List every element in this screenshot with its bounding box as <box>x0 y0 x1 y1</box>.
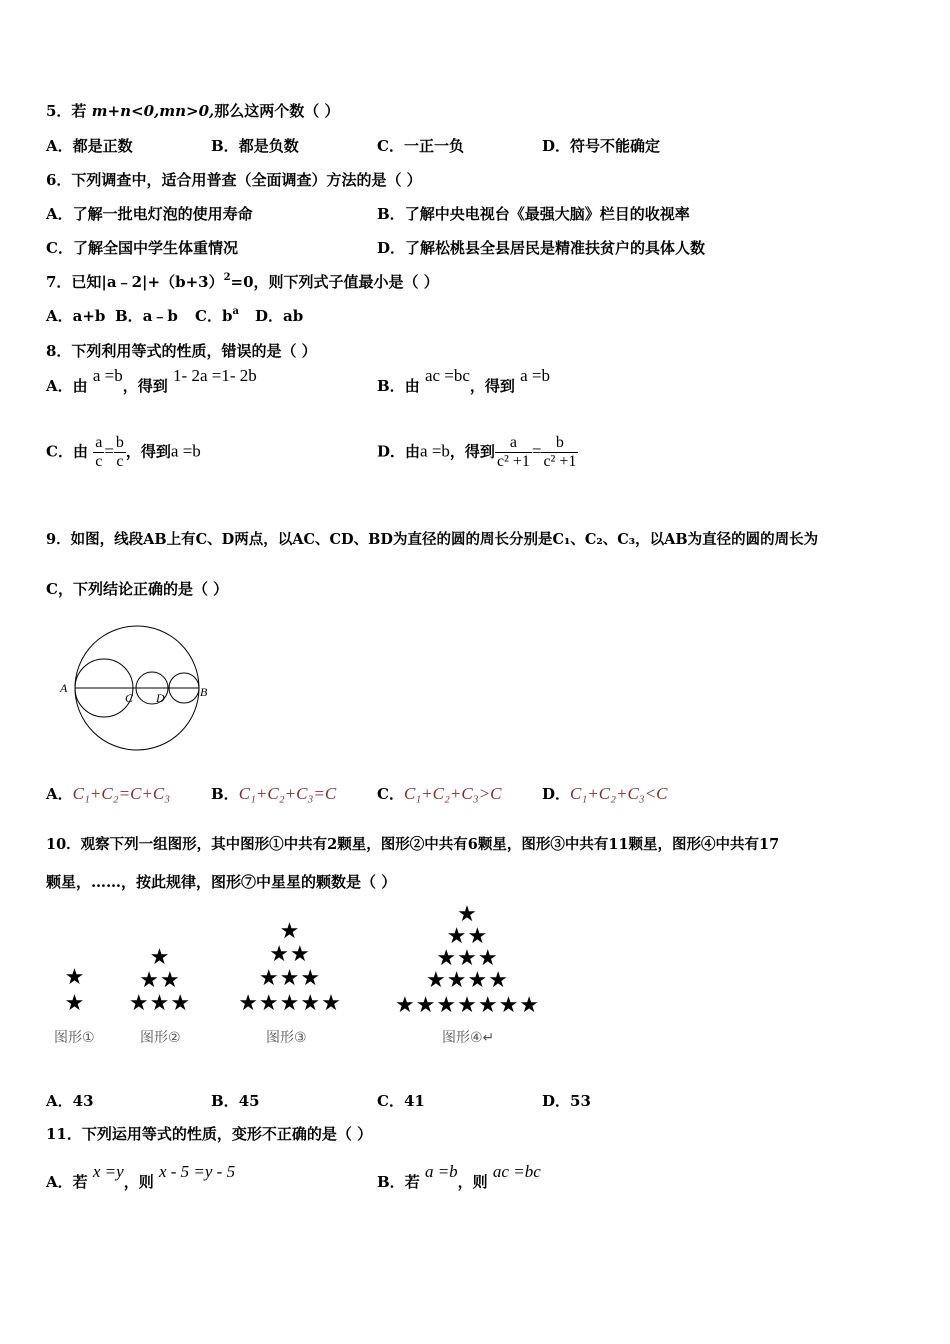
q5-option-c[interactable] <box>377 136 464 156</box>
q8c-result: a =b <box>170 441 201 461</box>
q10-option-a[interactable] <box>46 1091 94 1111</box>
point-a-label: A <box>60 681 68 695</box>
option-text: 一正一负 <box>403 137 464 155</box>
option-label: A． <box>46 205 73 223</box>
word-get: ，得到 <box>125 442 171 461</box>
denominator: c² +1 <box>543 453 577 470</box>
option-text: 53 <box>570 1092 591 1110</box>
word-then: ，则 <box>123 1173 154 1191</box>
option-text: C₁+C₂+C₃=C <box>238 784 337 803</box>
q8-option-d[interactable] <box>377 434 578 471</box>
word-if: 若 <box>72 1173 88 1191</box>
q7-stem-prefix: 7．已知|a﹣2|+（b+3） <box>46 273 224 291</box>
star-row: ★ <box>149 945 171 970</box>
q9-option-b[interactable] <box>211 784 336 804</box>
option-text: 了解一批电灯泡的使用寿命 <box>72 205 253 223</box>
option-label: A． <box>46 785 73 803</box>
star-row: ★ <box>64 991 86 1016</box>
option-text: 了解中央电视台《最强大脑》栏目的收视率 <box>404 205 690 223</box>
star-row: ★★★★ <box>426 968 509 993</box>
q7-stem-suffix: =0，则下列式子值最小是（ ） <box>230 273 439 291</box>
q8-option-b[interactable] <box>377 366 551 396</box>
denominator: c² +1 <box>496 453 530 470</box>
option-label: A． <box>46 137 73 155</box>
q6-option-d[interactable] <box>377 238 705 258</box>
option-label: D． <box>255 307 284 325</box>
option-text: 符号不能确定 <box>570 137 661 155</box>
word-if: 若 <box>404 1173 420 1191</box>
option-label: B． <box>377 377 405 395</box>
star-row: ★ <box>279 919 301 944</box>
q6-stem: 6．下列调查中，适合用普查（全面调查）方法的是（ ） <box>46 171 422 189</box>
star-row: ★★ <box>139 968 181 993</box>
option-text: C₁+C₂+C₃<C <box>570 784 668 803</box>
option-text: b <box>221 307 233 325</box>
option-label: B． <box>211 1092 239 1110</box>
q8-option-a[interactable] <box>46 366 257 396</box>
q10-stem-line2: 颗星，……，按此规律，图形⑦中星星的颗数是（ ） <box>46 873 397 891</box>
star-row: ★★★★★ <box>238 991 342 1016</box>
star-row: ★ <box>64 965 86 990</box>
option-label: C． <box>46 239 73 257</box>
q9-circle-figure <box>58 620 218 752</box>
q7-exponent: 2 <box>223 272 231 283</box>
star-row: ★★★ <box>128 991 192 1016</box>
q7-stem <box>46 272 439 295</box>
q9-stem-line2: C，下列结论正确的是（ ） <box>46 580 229 598</box>
option-label: B． <box>115 307 143 325</box>
option-label: C． <box>377 1092 404 1110</box>
q8a-condition: a =b <box>92 366 123 385</box>
figure-label: 图形④↵ <box>442 1030 495 1046</box>
q11-stem: 11．下列运用等式的性质，变形不正确的是（ ） <box>46 1125 373 1143</box>
word-by: 由 <box>404 377 420 395</box>
q8d-condition: a =b <box>420 441 450 461</box>
option-label: A． <box>46 307 73 325</box>
word-by: 由 <box>72 442 88 461</box>
option-text: C₁+C₂+C₃>C <box>403 784 502 803</box>
option-label: D． <box>542 1092 571 1110</box>
option-text: 43 <box>72 1092 94 1110</box>
q8a-result: 1- 2a =1- 2b <box>173 366 257 385</box>
option-label: C． <box>377 137 404 155</box>
q11a-condition: x =y <box>92 1162 124 1181</box>
q9-option-a[interactable] <box>46 784 170 804</box>
option-label: B． <box>377 205 405 223</box>
numerator: b <box>115 434 124 451</box>
star-row: ★★★★★★★ <box>394 993 541 1018</box>
option-label: C． <box>46 442 73 461</box>
word-then: ，则 <box>457 1173 488 1191</box>
figure-label: 图形② <box>140 1030 181 1046</box>
q7-option-c[interactable] <box>195 306 239 329</box>
option-label: B． <box>211 137 239 155</box>
q8-stem: 8．下列利用等式的性质，错误的是（ ） <box>46 342 317 360</box>
q7-option-d[interactable] <box>255 306 303 326</box>
option-label: D． <box>377 442 406 461</box>
option-text: a+b <box>72 307 106 325</box>
q11b-condition: a =b <box>424 1162 458 1181</box>
figure-label: 图形③ <box>266 1030 307 1046</box>
q11-option-b[interactable] <box>377 1162 541 1192</box>
option-label: B． <box>211 785 239 803</box>
q9-option-c[interactable] <box>377 784 501 804</box>
option-text: a﹣b <box>142 307 178 325</box>
q5-option-b[interactable] <box>211 136 299 156</box>
q10-option-d[interactable] <box>542 1091 591 1111</box>
numerator: a <box>95 434 103 451</box>
option-label: A． <box>46 1092 73 1110</box>
word-get: ，得到 <box>122 377 168 395</box>
option-exponent: a <box>232 306 239 317</box>
q11b-result: ac =bc <box>492 1162 541 1181</box>
option-label: D． <box>542 137 571 155</box>
q10-option-c[interactable] <box>377 1091 425 1111</box>
denominator: c <box>114 452 126 471</box>
word-get: ，得到 <box>469 377 515 395</box>
q5-stem <box>46 101 339 121</box>
option-label: A． <box>46 1173 73 1191</box>
star-row: ★ <box>457 902 478 927</box>
q9-stem-line1: 9．如图，线段AB上有C、D两点，以AC、CD、BD为直径的圆的周长分别是C₁、C₂、C₃，以AB为直径的圆的周长为 <box>46 531 819 548</box>
numerator: b <box>555 434 564 451</box>
q6-option-b[interactable] <box>377 204 690 224</box>
equals-sign: = <box>531 441 542 461</box>
option-text: 了解全国中学生体重情况 <box>72 239 238 257</box>
q5-condition: m+n<0,mn>0, <box>91 102 215 120</box>
q10-stem-line1: 10．观察下列一组图形，其中图形①中共有2颗星，图形②中共有6颗星，图形③中共有11颗星，图形④中共有17 <box>46 836 780 853</box>
q5-option-d[interactable] <box>542 136 660 156</box>
q11-option-a[interactable] <box>46 1162 236 1192</box>
q5-stem-prefix: 5．若 <box>46 102 92 120</box>
q10-option-b[interactable] <box>211 1091 260 1111</box>
q6-option-c[interactable] <box>46 238 238 258</box>
option-label: D． <box>542 785 571 803</box>
word-by: 由 <box>405 442 421 461</box>
option-label: B． <box>377 1173 405 1191</box>
point-b-label: B <box>200 685 208 699</box>
q7-option-b[interactable] <box>115 306 178 326</box>
q8-option-c[interactable] <box>46 434 201 471</box>
option-text: ab <box>283 307 304 325</box>
q11a-result: x - 5 =y - 5 <box>158 1162 236 1181</box>
star-row: ★★ <box>446 924 489 949</box>
option-label: C． <box>377 785 404 803</box>
point-d-label: D <box>156 691 165 705</box>
q8b-result: a =b <box>520 366 551 385</box>
option-text: 45 <box>238 1092 260 1110</box>
point-c-label: C <box>125 691 134 705</box>
q9-option-d[interactable] <box>542 784 668 804</box>
option-label: A． <box>46 377 73 395</box>
equals-sign: = <box>104 441 114 461</box>
denominator: c <box>95 453 103 470</box>
q8b-condition: ac =bc <box>424 366 470 385</box>
option-text: C₁+C₂=C+C₃ <box>72 784 171 803</box>
star-row: ★★★ <box>436 946 499 971</box>
star-row: ★★ <box>269 942 311 967</box>
option-label: D． <box>377 239 406 257</box>
q7-option-a[interactable] <box>46 306 105 326</box>
word-get: ，得到 <box>449 442 495 461</box>
q8c-fraction-left <box>93 434 104 471</box>
numerator: a <box>509 434 517 451</box>
option-text: 都是正数 <box>72 137 133 155</box>
option-text: 了解松桃县全县居民是精准扶贫户的具体人数 <box>405 239 706 257</box>
q8c-fraction-right <box>114 434 126 471</box>
word-by: 由 <box>72 377 88 395</box>
q8d-fraction-left <box>495 434 532 471</box>
q5-stem-suffix: 那么这两个数（ ） <box>214 102 340 120</box>
figure-label: 图形① <box>54 1030 95 1046</box>
q6-option-a[interactable] <box>46 204 253 224</box>
option-label: C． <box>195 307 222 325</box>
option-text: 都是负数 <box>238 137 299 155</box>
option-text: 41 <box>403 1092 425 1110</box>
q5-option-a[interactable] <box>46 136 133 156</box>
star-row: ★★★ <box>258 966 322 991</box>
q8d-fraction-right <box>541 434 578 471</box>
